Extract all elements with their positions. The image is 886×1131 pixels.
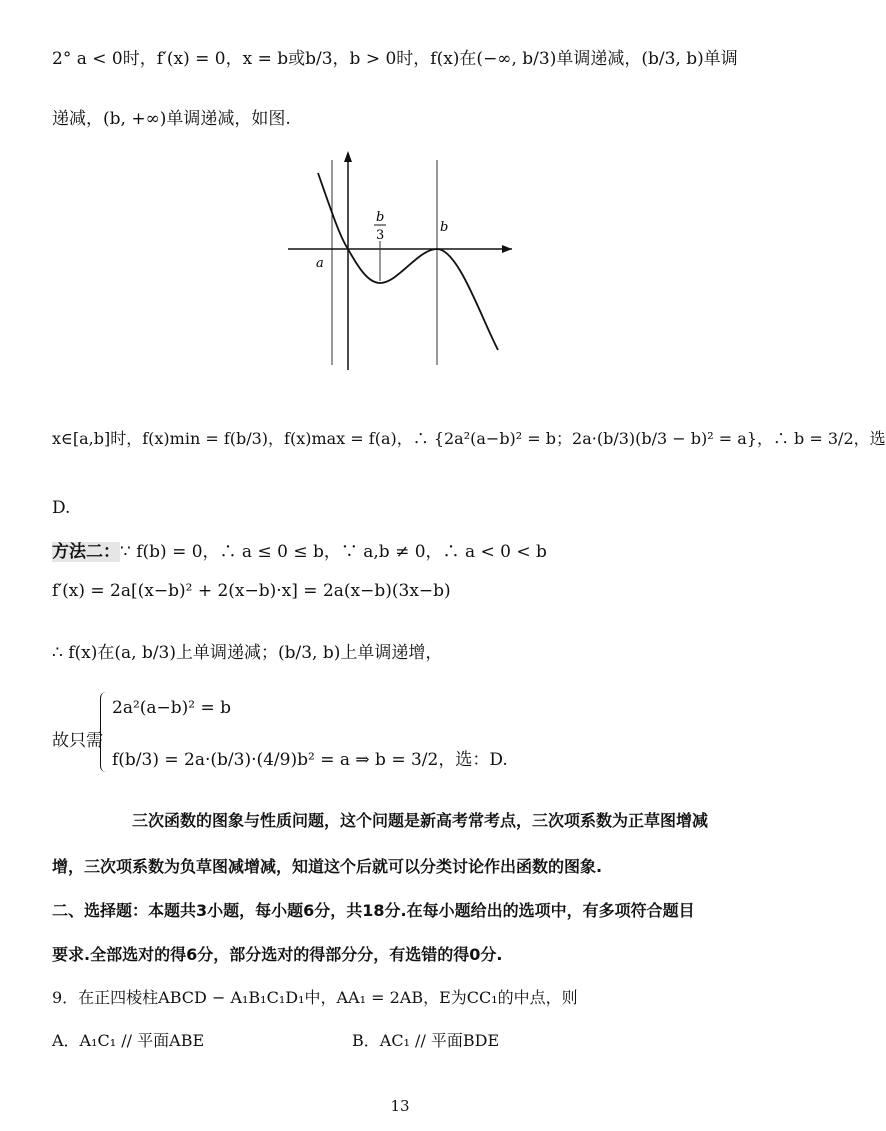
section-heading-line-2: 要求.全部选对的得6分，部分选对的得部分分，有选错的得0分. <box>52 945 503 964</box>
system-line-b: f(b/3) = 2a·(b/3)·(4/9)b² = a ⇒ b = 3/2，选：D. <box>112 750 508 770</box>
method-two-text: ∵ f(b) = 0，∴ a ≤ 0 ≤ b，∵ a,b ≠ 0，∴ a < 0 < b <box>120 542 547 562</box>
question-9: 9．在正四棱柱ABCD − A₁B₁C₁D₁中，AA₁ = 2AB，E为CC₁的中点，则 <box>52 988 578 1007</box>
x-axis-arrow <box>502 245 512 253</box>
text-line-4: D. <box>52 498 71 518</box>
method-two-line <box>52 537 547 562</box>
method-two-label: 方法二： <box>52 542 120 562</box>
label-b-over-3-num: b <box>376 210 385 225</box>
system-brace <box>100 692 109 772</box>
cubic-function-graph <box>280 145 520 375</box>
page-number: 13 <box>390 1097 410 1115</box>
label-b: b <box>440 220 449 235</box>
text-line-7: ∴ f(x)在(a, b/3)上单调递减；(b/3, b)上单调递增， <box>52 643 443 663</box>
text-line-6: f′(x) = 2a[(x−b)² + 2(x−b)·x] = 2a(x−b)(3x−b) <box>52 581 451 601</box>
text-line-3: x∈[a,b]时，f(x)min = f(b/3)，f(x)max = f(a)，∴ {2a²(a−b)² = b；2a·(b/3)(b/3 − b)² = a}，∴ b = 3/2，选 <box>52 429 886 448</box>
option-b: B．AC₁ // 平面BDE <box>352 1031 500 1050</box>
text-line-1: 2° a < 0时，f′(x) = 0，x = b或b/3，b > 0时，f(x)在(−∞, b/3)单调递减，(b/3, b)单调 <box>52 49 738 69</box>
note-line-2: 增，三次项系数为负草图减增减，知道这个后就可以分类讨论作出函数的图象. <box>52 857 603 876</box>
y-axis-arrow <box>344 151 352 162</box>
text-line-2: 递减，(b, +∞)单调递减，如图. <box>52 109 291 129</box>
option-a: A．A₁C₁ // 平面ABE <box>52 1031 205 1050</box>
section-heading-line-1: 二、选择题：本题共3小题，每小题6分，共18分.在每小题给出的选项中，有多项符合题目 <box>52 901 695 920</box>
note-line-1: 三次函数的图象与性质问题，这个问题是新高考常考点，三次项系数为正草图增减 <box>132 811 709 830</box>
label-b-over-3-den: 3 <box>376 228 385 243</box>
system-line-a: 2a²(a−b)² = b <box>112 698 232 718</box>
cubic-curve <box>318 173 498 350</box>
system-prefix: 故只需 <box>52 731 103 751</box>
label-a: a <box>316 256 324 271</box>
